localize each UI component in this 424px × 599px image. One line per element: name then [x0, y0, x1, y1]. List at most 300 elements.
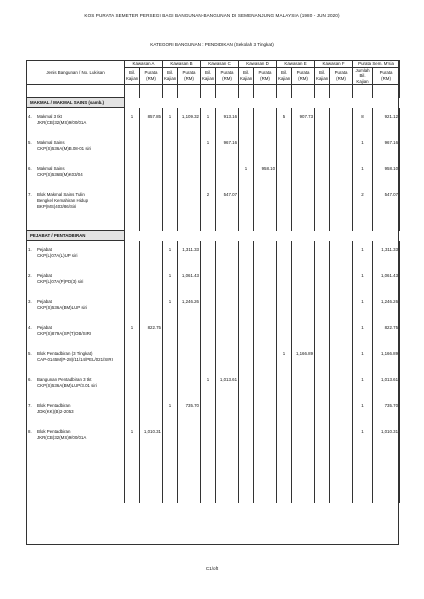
column-header-region-e: Kawasan E: [277, 61, 315, 68]
item-number: 8.: [28, 429, 32, 435]
cost-cell: [254, 325, 277, 351]
column-header-region-a: Kawasan A: [125, 61, 163, 68]
cost-cell: 547.07: [373, 192, 400, 226]
group-empty-cell: [330, 231, 353, 241]
count-cell: 1: [353, 299, 373, 325]
count-cell: 1: [125, 114, 140, 140]
group-row: [27, 231, 400, 241]
cost-cell: 1,013.61: [216, 377, 239, 403]
cost-cell: [254, 140, 277, 166]
spacer-row: [27, 85, 400, 98]
cost-cell: [140, 247, 163, 273]
group-empty-cell: [315, 98, 330, 108]
cost-cell: [330, 351, 353, 377]
count-cell: [163, 325, 178, 351]
count-cell: 1: [277, 351, 292, 377]
count-cell: 1: [163, 403, 178, 429]
cost-cell: 1,246.26: [373, 299, 400, 325]
count-cell: [125, 403, 140, 429]
count-cell: 1: [353, 377, 373, 403]
table-row: [27, 166, 400, 192]
building-name-cell: [27, 299, 125, 325]
drawing-number: CAP-0145M(P-28)/11/14/PEL/021/SIRI: [37, 356, 113, 362]
group-empty-cell: [292, 98, 315, 108]
count-cell: [125, 247, 140, 273]
group-empty-cell: [125, 98, 140, 108]
cost-cell: 967.16: [373, 140, 400, 166]
cost-cell: 958.10: [373, 166, 400, 192]
building-name-cell: [27, 403, 125, 429]
cost-cell: 913.16: [216, 114, 239, 140]
spacer-cell: [373, 463, 400, 503]
subheader-bil-kajian: Bil. Kajian: [239, 67, 254, 85]
count-cell: 1: [353, 351, 373, 377]
cost-cell: [330, 247, 353, 273]
count-cell: [125, 351, 140, 377]
table-row: [27, 377, 400, 403]
count-cell: 1: [353, 140, 373, 166]
subheader-bil-kajian: Bil. Kajian: [277, 67, 292, 85]
cost-cell: [330, 325, 353, 351]
spacer-cell: [254, 463, 277, 503]
cost-cell: 1,166.89: [292, 351, 315, 377]
count-cell: [315, 166, 330, 192]
table-row: [27, 403, 400, 429]
drawing-number: CKP(S)536A(M)B.08-01 siri: [37, 145, 91, 151]
drawing-number: CKP(S)536B(M)K03/04: [37, 171, 83, 177]
count-cell: [201, 299, 216, 325]
spacer-cell: [163, 463, 178, 503]
drawing-number: JKR(CB)32(MS)9/00/01A: [37, 119, 87, 125]
cost-cell: [254, 247, 277, 273]
cost-cell: [216, 273, 239, 299]
item-number: 5.: [28, 351, 32, 357]
count-cell: [239, 403, 254, 429]
spacer-cell: [315, 463, 330, 503]
item-number: 7.: [28, 403, 32, 409]
cost-cell: [292, 299, 315, 325]
count-cell: [239, 140, 254, 166]
building-name-cell: [27, 429, 125, 463]
count-cell: [201, 247, 216, 273]
cost-cell: [140, 403, 163, 429]
group-row: [27, 98, 400, 108]
subheader-purata-rm: Purata (RM): [140, 67, 163, 85]
cost-cell: [254, 403, 277, 429]
count-cell: [239, 325, 254, 351]
cost-cell: 1,166.89: [373, 351, 400, 377]
spacer-cell: [201, 463, 216, 503]
cost-cell: [178, 192, 201, 226]
count-cell: 1: [163, 273, 178, 299]
cost-cell: 822.75: [373, 325, 400, 351]
cost-cell: 735.70: [178, 403, 201, 429]
cost-cell: 921.12: [373, 114, 400, 140]
spacer-cell: [277, 463, 292, 503]
table-row: [27, 247, 400, 273]
table-row: [27, 351, 400, 377]
cost-cell: [330, 299, 353, 325]
group-empty-cell: [373, 98, 400, 108]
count-cell: [163, 377, 178, 403]
count-cell: 2: [201, 192, 216, 226]
count-cell: [277, 325, 292, 351]
count-cell: [201, 403, 216, 429]
building-name-cell: [27, 273, 125, 299]
count-cell: [201, 429, 216, 463]
drawing-number: JKR(CB)32(MS)9/00/01A: [37, 434, 87, 440]
cost-cell: [140, 166, 163, 192]
cost-cell: [216, 325, 239, 351]
cost-cell: [254, 377, 277, 403]
column-header-region-b: Kawasan B: [163, 61, 201, 68]
building-name: Pejabat: [37, 273, 52, 279]
group-empty-cell: [353, 98, 373, 108]
cost-cell: 857.85: [140, 114, 163, 140]
spacer-cell: [27, 463, 125, 503]
spacer-cell: [353, 85, 373, 98]
subheader-jumlah: Jumlah Bil. Kajian: [353, 67, 373, 85]
group-empty-cell: [178, 98, 201, 108]
count-cell: [315, 351, 330, 377]
cost-cell: [330, 192, 353, 226]
item-number: 3.: [28, 299, 32, 305]
count-cell: [277, 247, 292, 273]
building-name: Blok Pentadbiran: [37, 403, 71, 409]
subheader-bil-kajian: Bil. Kajian: [125, 67, 140, 85]
cost-cell: [254, 192, 277, 226]
page-footer: C1/oft: [205, 566, 219, 571]
drawing-number-extra: BKP(MS)403/86/Siri: [37, 203, 77, 209]
cost-cell: [330, 140, 353, 166]
document-subtitle: KATEGORI BANGUNAN : PENDIDIKAN (Sekolah 3 Tingkat): [150, 42, 274, 47]
spacer-cell: [201, 85, 216, 98]
cost-cell: 1,311.33: [373, 247, 400, 273]
drawing-number: JDK(KK)(B)2-2053: [37, 408, 74, 414]
count-cell: [163, 351, 178, 377]
cost-cell: [178, 429, 201, 463]
spacer-cell: [254, 85, 277, 98]
group-empty-cell: [140, 98, 163, 108]
count-cell: [315, 273, 330, 299]
spacer-cell: [353, 463, 373, 503]
count-cell: [277, 377, 292, 403]
cost-cell: 547.07: [216, 192, 239, 226]
cost-cell: [254, 429, 277, 463]
building-name: Blok Makmal Sains Tulin: [37, 192, 85, 198]
group-empty-cell: [353, 231, 373, 241]
count-cell: [125, 192, 140, 226]
building-name: Makmal 3 tkt: [37, 114, 62, 120]
cost-cell: [140, 299, 163, 325]
subheader-bil-kajian: Bil. Kajian: [315, 67, 330, 85]
building-name-cell: [27, 377, 125, 403]
building-name: Makmal Sains: [37, 166, 65, 172]
cost-cell: 1,013.61: [373, 377, 400, 403]
cost-cell: [216, 403, 239, 429]
count-cell: [239, 114, 254, 140]
count-cell: 1: [201, 140, 216, 166]
cost-cell: [292, 325, 315, 351]
count-cell: 1: [125, 429, 140, 463]
table-row: [27, 140, 400, 166]
count-cell: 1: [353, 273, 373, 299]
cost-cell: [178, 377, 201, 403]
cost-cell: [292, 140, 315, 166]
count-cell: [315, 403, 330, 429]
cost-cell: 735.70: [373, 403, 400, 429]
count-cell: [315, 299, 330, 325]
count-cell: [163, 429, 178, 463]
group-empty-cell: [254, 231, 277, 241]
group-empty-cell: [216, 98, 239, 108]
cost-cell: [330, 114, 353, 140]
group-label: PEJABAT / PENTADBIRAN: [27, 231, 125, 241]
cost-cell: 958.10: [254, 166, 277, 192]
cost-cell: 907.73: [292, 114, 315, 140]
count-cell: 1: [239, 166, 254, 192]
cost-cell: 1,311.33: [178, 247, 201, 273]
count-cell: 1: [125, 325, 140, 351]
group-label: MAKMAL / MAKMAL SAINS (samb.): [27, 98, 125, 108]
item-number: 7.: [28, 192, 32, 198]
cost-cell: 1,246.26: [178, 299, 201, 325]
group-empty-cell: [292, 231, 315, 241]
count-cell: [125, 377, 140, 403]
item-number: 5.: [28, 140, 32, 146]
count-cell: [315, 429, 330, 463]
count-cell: [277, 429, 292, 463]
building-name: Pejabat: [37, 299, 52, 305]
item-number: 2.: [28, 273, 32, 279]
cost-cell: [254, 114, 277, 140]
cost-cell: [178, 140, 201, 166]
count-cell: [277, 166, 292, 192]
count-cell: [277, 273, 292, 299]
count-cell: 1: [353, 325, 373, 351]
group-empty-cell: [239, 98, 254, 108]
drawing-number: CKP(S)536A(BM)LUP siri: [37, 304, 87, 310]
cost-cell: [292, 166, 315, 192]
group-empty-cell: [201, 231, 216, 241]
spacer-cell: [216, 85, 239, 98]
item-number: 4.: [28, 114, 32, 120]
cost-cell: [254, 351, 277, 377]
subheader-purata-rm: Purata (RM): [330, 67, 353, 85]
count-cell: [239, 299, 254, 325]
cost-cell: [254, 273, 277, 299]
spacer-cell: [178, 463, 201, 503]
spacer-cell: [125, 463, 140, 503]
group-empty-cell: [163, 98, 178, 108]
spacer-cell: [373, 85, 400, 98]
count-cell: 1: [163, 299, 178, 325]
building-name-cell: [27, 325, 125, 351]
spacer-cell: [178, 85, 201, 98]
count-cell: [315, 247, 330, 273]
count-cell: [315, 140, 330, 166]
count-cell: [163, 192, 178, 226]
cost-cell: [292, 247, 315, 273]
count-cell: [315, 192, 330, 226]
count-cell: 5: [277, 114, 292, 140]
item-number: 1.: [28, 247, 32, 253]
count-cell: [277, 140, 292, 166]
cost-cell: [292, 192, 315, 226]
count-cell: [125, 166, 140, 192]
drawing-number: CKP(S)536A(BM)LUP/3.01 siri: [37, 382, 97, 388]
table-row: [27, 325, 400, 351]
cost-cell: 822.75: [140, 325, 163, 351]
spacer-cell: [330, 463, 353, 503]
cost-cell: 1,109.32: [178, 114, 201, 140]
spacer-cell: [125, 85, 140, 98]
group-empty-cell: [373, 231, 400, 241]
building-name-cell: [27, 140, 125, 166]
count-cell: [239, 273, 254, 299]
cost-cell: [330, 377, 353, 403]
building-name-cell: [27, 351, 125, 377]
building-name: Pejabat: [37, 325, 52, 331]
count-cell: [239, 192, 254, 226]
cost-cell: 967.16: [216, 140, 239, 166]
count-cell: 2: [353, 192, 373, 226]
group-empty-cell: [216, 231, 239, 241]
count-cell: 1: [163, 247, 178, 273]
cost-cell: [216, 351, 239, 377]
count-cell: [239, 429, 254, 463]
group-empty-cell: [140, 231, 163, 241]
drawing-number: Bengkel Kemahiran Hidup: [37, 197, 89, 203]
subheader-purata-rm: Purata (RM): [216, 67, 239, 85]
count-cell: 1: [353, 166, 373, 192]
cost-cell: [292, 273, 315, 299]
spacer-row: [27, 463, 400, 503]
count-cell: [201, 351, 216, 377]
spacer-cell: [27, 85, 125, 98]
cost-cell: 1,061.43: [178, 273, 201, 299]
count-cell: [239, 247, 254, 273]
cost-cell: 1,010.31: [373, 429, 400, 463]
cost-cell: [216, 429, 239, 463]
count-cell: [239, 351, 254, 377]
table-row: [27, 429, 400, 463]
group-empty-cell: [178, 231, 201, 241]
building-name: Blok Pentadbiran (3 Tingkat): [37, 351, 93, 357]
building-name: Pejabat: [37, 247, 52, 253]
spacer-cell: [330, 85, 353, 98]
cost-cell: 1,061.43: [373, 273, 400, 299]
group-empty-cell: [315, 231, 330, 241]
cost-cell: [292, 377, 315, 403]
count-cell: [125, 273, 140, 299]
cost-cell: [330, 429, 353, 463]
cost-cell: [254, 299, 277, 325]
count-cell: [315, 114, 330, 140]
count-cell: [201, 325, 216, 351]
cost-cell: [330, 273, 353, 299]
building-name-cell: [27, 192, 125, 226]
count-cell: [125, 140, 140, 166]
building-name-cell: [27, 166, 125, 192]
header-row-regions: [27, 61, 400, 68]
cost-table: [26, 60, 400, 503]
count-cell: [163, 140, 178, 166]
item-number: 6.: [28, 377, 32, 383]
spacer-cell: [239, 463, 254, 503]
item-number: 4.: [28, 325, 32, 331]
count-cell: 1: [201, 114, 216, 140]
table-row: [27, 273, 400, 299]
cost-cell: [140, 192, 163, 226]
document-title: KOS PURATA SEMETER PERSEGI BAGI BANGUNAN-BANGUNAN DI SEMENANJUNG MALAYSIA (1980 - JUN 2020): [84, 13, 340, 18]
group-empty-cell: [201, 98, 216, 108]
building-name-cell: [27, 114, 125, 140]
count-cell: [239, 377, 254, 403]
count-cell: [277, 403, 292, 429]
building-name-cell: [27, 247, 125, 273]
drawing-number: CKP(L)07A(P)PD(3) siri: [37, 278, 84, 284]
spacer-cell: [140, 85, 163, 98]
spacer-cell: [216, 463, 239, 503]
spacer-cell: [163, 85, 178, 98]
count-cell: [201, 273, 216, 299]
cost-cell: [216, 166, 239, 192]
column-header-region-c: Kawasan C: [201, 61, 239, 68]
group-empty-cell: [254, 98, 277, 108]
group-empty-cell: [277, 231, 292, 241]
count-cell: [315, 325, 330, 351]
count-cell: [277, 192, 292, 226]
subheader-bil-kajian: Bil. Kajian: [163, 67, 178, 85]
cost-cell: [330, 403, 353, 429]
cost-cell: [140, 377, 163, 403]
count-cell: [125, 299, 140, 325]
subheader-purata-rm: Purata (RM): [254, 67, 277, 85]
spacer-cell: [277, 85, 292, 98]
subheader-purata-rm: Purata (RM): [178, 67, 201, 85]
count-cell: 8: [353, 114, 373, 140]
cost-cell: [330, 166, 353, 192]
spacer-cell: [315, 85, 330, 98]
column-header-region-f: Kawasan F: [315, 61, 353, 68]
table-row: [27, 114, 400, 140]
spacer-cell: [140, 463, 163, 503]
spacer-cell: [292, 85, 315, 98]
count-cell: [163, 166, 178, 192]
spacer-cell: [292, 463, 315, 503]
group-empty-cell: [330, 98, 353, 108]
cost-cell: [216, 247, 239, 273]
drawing-number: CKP(L)07A(L)UP siri: [37, 252, 78, 258]
subheader-purata-rm: Purata (RM): [292, 67, 315, 85]
item-number: 6.: [28, 166, 32, 172]
table-row: [27, 192, 400, 226]
spacer-cell: [239, 85, 254, 98]
drawing-number: CKP(S)879A(SP(T)OB/SIRI: [37, 330, 92, 336]
cost-cell: [178, 166, 201, 192]
count-cell: 1: [353, 247, 373, 273]
cost-cell: [216, 299, 239, 325]
count-cell: [315, 377, 330, 403]
cost-cell: [292, 429, 315, 463]
group-empty-cell: [239, 231, 254, 241]
cost-cell: [178, 325, 201, 351]
cost-cell: [292, 403, 315, 429]
count-cell: 1: [353, 403, 373, 429]
count-cell: [277, 299, 292, 325]
count-cell: [201, 166, 216, 192]
